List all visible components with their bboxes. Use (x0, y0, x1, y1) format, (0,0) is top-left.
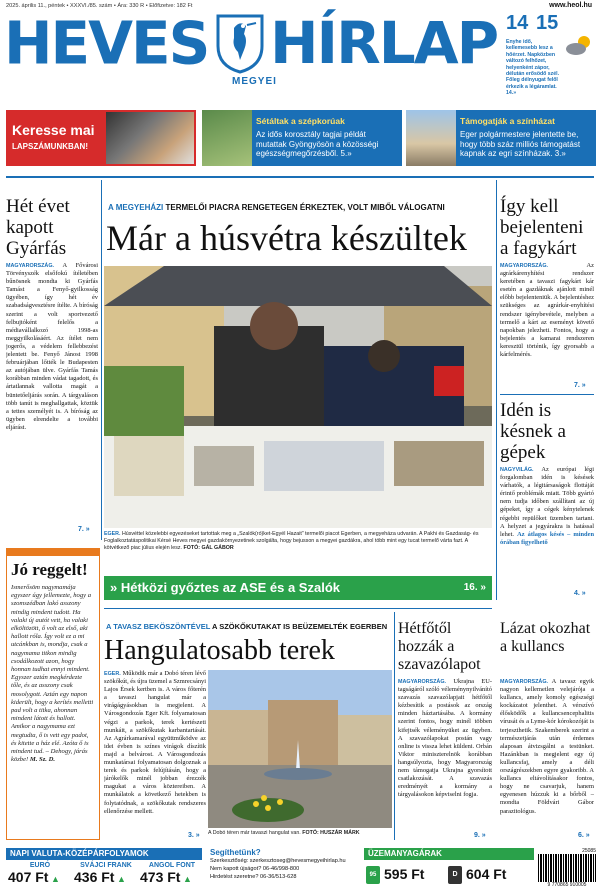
col-separator-right (496, 180, 497, 600)
story3-page[interactable]: 9. » (474, 832, 486, 839)
top-rule (6, 176, 594, 178)
story2-caption: A Dobó téren már tavaszi hangulat van. FOTÓ: HUSZÁR MÁRK (208, 830, 360, 836)
currency-gbp: ANGOL FONT 473 Ft ▲ (140, 862, 196, 885)
teaser-1-head: Sétáltak a szépkorúak (256, 116, 345, 126)
barcode: 25085 9 770865 910005 (538, 848, 596, 892)
col-separator (101, 180, 102, 540)
story4-body: MAGYARORSZÁG. A tavasz egyik nagyon kellemetlen velejárója a kullancs, amely komoly egészségi kockázatot jelenthet. A vérszívó élősködők a kullancsencephalitis vírusát és a Lyme-kór kórokozóját is terjeszthetik. Szakemberek szerint a természetjárás után érdemes alaposan átvizsgálni a testünket. Hazánkban is megjelent egy új kullancsfaj, amely a déli országrészekben egyre gyakoribb. A kullancs eltávolításakor fontos, hogy ne csavarjuk, hanem egyenesen húzzuk ki a bőrből – mondta Földvári Gábor parazitológus. (500, 678, 594, 815)
help-line-1[interactable]: Szerkesztőség: szerkesztoseg@hevesmegyeihirlap.hu (210, 858, 346, 864)
right-story-1-body: MAGYARORSZÁG. Az agrárkárenyhítési rendszer keretében a tavaszi fagykárt kár esetén a gazdáknak ajánlott minél előbb bejelenteniük. A bejelentéshez szükséges az agrárkár-enyhítési rendszer igénybevétele, melyben a termelő a kárt az eseményt követő napokban jelezheti. Fontos, hogy a bejelentés a kamarai rendszeren keresztül történik, így gyorsabb a kárfelmérés. (500, 262, 594, 359)
help-line-2[interactable]: Nem kapott újságot? 06-46/998-800 (210, 866, 300, 872)
main-photo (104, 266, 492, 528)
main-caption: EGER. Húsvéttel közelebbi egyezéseket tartottak meg a „Szalók(ró)ket-Egyél Hazait” termelői piacot Egerben, a megyeháza udvarán. A Pakhi és Gazdaság- és Foglalkoztatáspolitikai Kérsé Heves megyei gazdakörnyezetinek szolgálta, hogy bejusson a megyei gazdákra, ahol több mint egy tucat termelő várta fazt. A kötvétkező piac július elején lesz. FOTÓ: GÁL GÁBOR (104, 531, 479, 551)
fuel-title: ÜZEMANYAGÁRAK (364, 848, 534, 860)
dateline: 2025. április 11., péntek • XXXVI./85. szám • Ára: 330 R • Előfizetve: 182 Ft (6, 3, 193, 9)
teaser-1[interactable] (202, 110, 402, 166)
weather-box (504, 12, 596, 102)
website[interactable]: www.heol.hu (549, 2, 592, 9)
help-line-3[interactable]: Hirdetést szeretne? 06-36/513-628 (210, 874, 297, 880)
sports-banner[interactable] (104, 576, 492, 600)
weather-text: Enyhe idő, kellemesebb lesz a hőérzet. Napközben változó felhőzet, helyenként zápor, délután erősödő szél. Főleg délnyugat felől érkezik a légáramlat. 14.» (506, 39, 560, 97)
fuel-pump-icon: D (448, 866, 462, 884)
story3-body: MAGYARORSZÁG. Ukrajna EU-tagságáról szóló véleménynyilvánító szavazás szavazólapjait hétfőtől kézbesítik a postások az ország minden háztartásába. A kormány szerint fontos, hogy minél többen kifejtsék véleményüket az ügyben. A szavazólapokat postán vagy online is vissza lehet küldeni. Orbán Viktor miniszterelnök korábban hangsúlyozta, hogy Magyarország nem támogatja Ukrajna gyorsított csatlakozását. A szavazás eredményét a kormány a tárgyalásokon képviselni fogja. (398, 678, 492, 799)
teaser-2-head: Támogatják a színházat (460, 116, 555, 126)
main-title[interactable]: Már a húsvétra készültek (106, 218, 467, 258)
fuel-diesel: D 604 Ft (448, 864, 534, 888)
ad-block[interactable] (6, 110, 196, 166)
ad-title: Keresse mai (12, 122, 95, 138)
teaser-2-image (406, 110, 456, 166)
cloud-sun-icon (564, 34, 594, 56)
right-story-2-page[interactable]: 4. » (574, 590, 586, 597)
ad-subtitle: LAPSZÁMUNKBAN! (12, 142, 88, 151)
sports-banner-page: 16. » (463, 582, 486, 593)
currency-title: NAPI VALUTA-KÖZÉPÁRFOLYAMOK (6, 848, 202, 860)
left-story-title[interactable]: Hét évet kapott Gyárfás (6, 196, 70, 259)
right-rule (500, 394, 594, 395)
editorial-body: Ismerősöm nagymamája egyszer úgy jellemezte, hogy a szomszédban lakó asszony mindig mindent tudott. Ha valaki új autót vett, ha valaki elköltözött, ő volt az első, aki hallott róla. Így volt ez a mi utcánkban is, mondja, csak a nagymama titkon mindig csodálkozott azon, hogy honnan tudhat ennyi mindent. Egyszer aztán megkérdezte tőle, és az asszony csak mosolygott. Aztán egy napon kiderült, hogy a kerítés melletti pad volt a titka, ahonnan mindent látott és hallott. Amikor a nagymama ezt megtudta, ő is vett egy padot, és kitette a ház elé. Azóta ő is mindent tud. – Dehogy, járás közbe! M. Sz. D. (11, 584, 94, 764)
teaser-1-text: Az idős korosztály tagjai példát mutattak Gyöngyösön a közösségi egészségmegőrzésből. 5.» (256, 130, 379, 159)
story3-title[interactable]: Hétfőtől hozzák a szavazólapot (398, 620, 481, 673)
coat-of-arms-icon (214, 12, 266, 74)
editorial-title: Jó reggelt! (11, 560, 88, 579)
fuel-95: 95 595 Ft (366, 864, 446, 888)
help-box (210, 848, 360, 881)
story2-kicker: A TAVASZ BEKÖSZÖNTÉVEL A SZÖKŐKUTAKAT IS BEÜZEMELTÉK EGERBEN (106, 622, 388, 631)
right-story-1-title[interactable]: Így kell bejelenteni a fagykárt (500, 196, 584, 259)
teaser-2-text: Eger polgármestere jelentette be, hogy több száz milliós támogatást kapnak az egri színházak. 3.» (460, 130, 581, 159)
right-story-1-page[interactable]: 7. » (574, 382, 586, 389)
masthead-subtitle: MEGYEI (232, 76, 277, 87)
sports-banner-text: » Hétközi győztes az ASE és a Szalók (110, 580, 340, 595)
teaser-1-image (202, 110, 252, 166)
col-separator-3 (394, 612, 395, 840)
masthead-title-right: HÍRLAP (270, 9, 498, 77)
right-story-2-body: NAGYVILÁG. Az európai légi forgalomban idén is késések várhatók, a légitársaságok flottáját érintő problémák miatt. Több gyártó nem tudja időben szállítani az új gépeket, így a cégek kénytelenek régebbi repülőket üzemben tartani. A helyzet a jegyárakra is hatással lehet. Az átlagos késés – minden órában figyelhető (500, 466, 594, 546)
help-title: Segíthetünk? (210, 848, 261, 857)
left-story-page[interactable]: 7. » (78, 526, 90, 533)
main-kicker: A MEGYEHÁZI TERMELŐI PIACRA RENGETEGEN ÉRKEZTEK, VOLT MIBŐL VÁLOGATNI (108, 203, 445, 212)
story4-title[interactable]: Lázat okozhat a kullancs (500, 620, 591, 655)
story2-photo (208, 670, 392, 828)
story2-title[interactable]: Hangulatosabb terek (104, 635, 335, 666)
weather-high: 15 (536, 12, 559, 34)
masthead-title-left: HEVES (4, 8, 209, 78)
currency-euro: EURÓ 407 Ft ▲ (8, 862, 60, 885)
story2-page[interactable]: 3. » (188, 832, 200, 839)
fuel-pump-icon: 95 (366, 866, 380, 884)
editorial-box (6, 548, 100, 840)
weather-low: 14 (506, 12, 529, 34)
left-story-body: MAGYARORSZÁG. A Fővárosi Törvényszék elsőfokú ítéletében bűnösnek mondta ki Gyárfás Tamást a Fenyő-gyilkosság ügyében, így hét év szabadságvesztésre ítélte. A bíróság szerint a volt sportvezető felbujtóként felelős a médiavállalkozó 1998-as meggyilkolásáért. Az ítélet nem jogerős, a védelem fellebbezést jelentett be. Fenyő Jánost 1998 februárjában lőtték le Budapesten az autójában ülve. Gyárfás Tamás korábban minden vádat tagadott, és ártatlannak vallotta magát a büntetőeljárás során. A tárgyaláson több tanút is meghallgattak, köztük a tettes személyét is. A bíróság az ügyben elrendelte a további eljárást. (6, 262, 98, 431)
footer (0, 846, 600, 894)
teaser-2[interactable] (406, 110, 596, 166)
barcode-bars (538, 854, 596, 882)
currency-chf: SVÁJCI FRANK 436 Ft ▲ (74, 862, 132, 885)
story2-body: EGER. Működik már a Dobó téren lévő szökőkút, és újra üzemel a Szmrecsányi Lajos Érsek kertben is. A város főterén a tavaszi hangulat már a virágágyásokban is megjelent. A Városgondozás Eger Kft. folyamatosan végzi a parkok, terek kertészeti munkáit, a szökőkutak karbantartását. Az Agrárkamarával együttműködve az idei évben is színes virágok díszítik majd a belvárost. A Városgondozás munkatársai folyamatosan dolgoznak a terek és parkok felújításán, hogy a járókelők minél jobban érezzék magukat a város köztereiben. A munkálatok a következő hetekben is folytatódnak, a szökőkutak rendszeres ellenőrzése mellett. (104, 670, 206, 815)
ad-magazine-image (106, 112, 194, 164)
story4-page[interactable]: 6. » (578, 832, 590, 839)
right-story-2-title[interactable]: Idén is késnek a gépek (500, 400, 566, 463)
mid-rule (104, 608, 492, 609)
